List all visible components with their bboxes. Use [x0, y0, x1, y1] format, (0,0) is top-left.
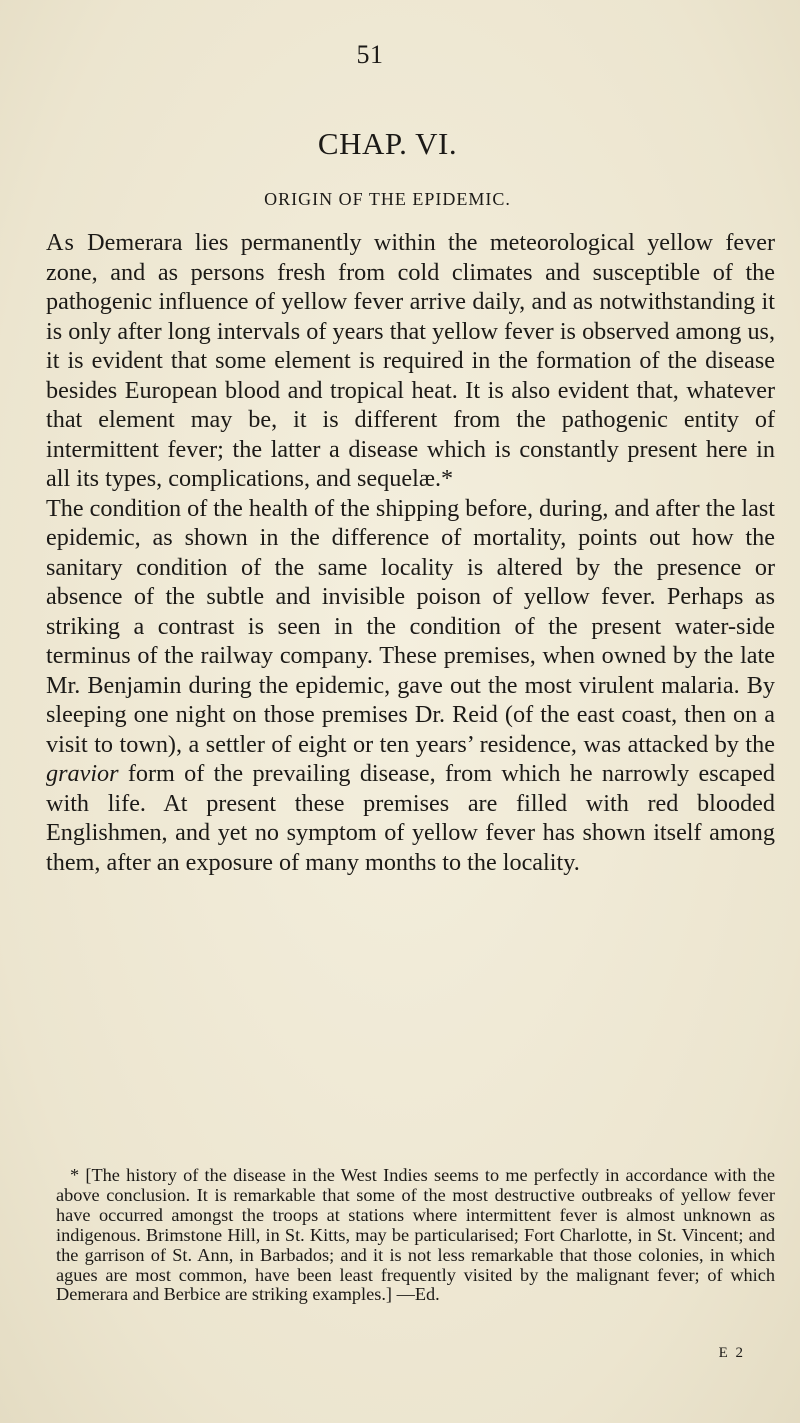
paragraph-1-first-word: As	[46, 229, 75, 256]
body-text	[46, 228, 775, 877]
chapter-title: CHAP. VI.	[317, 126, 458, 161]
footnote-text: * [The history of the disease in the West Indies seems to me perfectly in accordance with the above conclusion. It is remarkable that some of the most destructive outbreaks of yellow fever have occurred amongst the troops at stations where intermittent fever is almost unknown as indigenous. Brimstone Hill, in St. Kitts, may be particularised; Fort Charlotte, in St. Vincent; and the garrison of St. Ann, in Barbados; and it is not less remarkable that those colonies, in which agues are most common, have been least frequently visited by the malignant fever; of which Demerara and Berbice are striking examples.] —Ed.	[56, 1165, 775, 1305]
paragraph-2-text-b: form of the prevailing disease, from which he narrowly escaped with life. At present these premises are filled with red blooded Englishmen, and yet no symptom of yellow fever has shown itself among them, after an exposure of many months to the locality.	[46, 760, 775, 876]
paragraph-2-text-a: The condition of the health of the shipping before, during, and after the last epidemic, as shown in the difference of mortality, points out how the sanitary condition of the same locality is altered by the presence or absence of the subtle and invisible poison of yellow fever. Perhaps as striking a contrast is seen in the condition of the present water-side terminus of the railway company. These premises, when owned by the late Mr. Benjamin during the epidemic, gave out the most virulent malaria. By sleeping one night on those premises Dr. Reid (of the east coast, then on a visit to town), a settler of eight or ten years’ residence, was attacked by the	[46, 494, 775, 758]
paragraph-1-text: Demerara lies permanently within the meteorological yellow fever zone, and as persons fresh from cold climates and susceptible of the pathogenic influence of yellow fever arrive daily, and as notwithstanding it is only after long intervals of years that yellow fever is observed among us, it is evident that some element is required in the formation of the disease besides European blood and tropical heat. It is also evident that, whatever that element may be, it is different from the pathogenic entity of intermittent fever; the latter a disease which is constantly present here in all its types, complications, and sequelæ.*	[46, 229, 775, 492]
page-number: 51	[356, 40, 384, 69]
chapter-subtitle: ORIGIN OF THE EPIDEMIC.	[264, 189, 511, 209]
signature-mark: E 2	[718, 1345, 745, 1361]
footnote	[56, 1166, 775, 1305]
paragraph-2	[46, 494, 775, 878]
paragraph-1	[46, 228, 775, 494]
paragraph-2-italic-term: gravior	[46, 760, 119, 787]
